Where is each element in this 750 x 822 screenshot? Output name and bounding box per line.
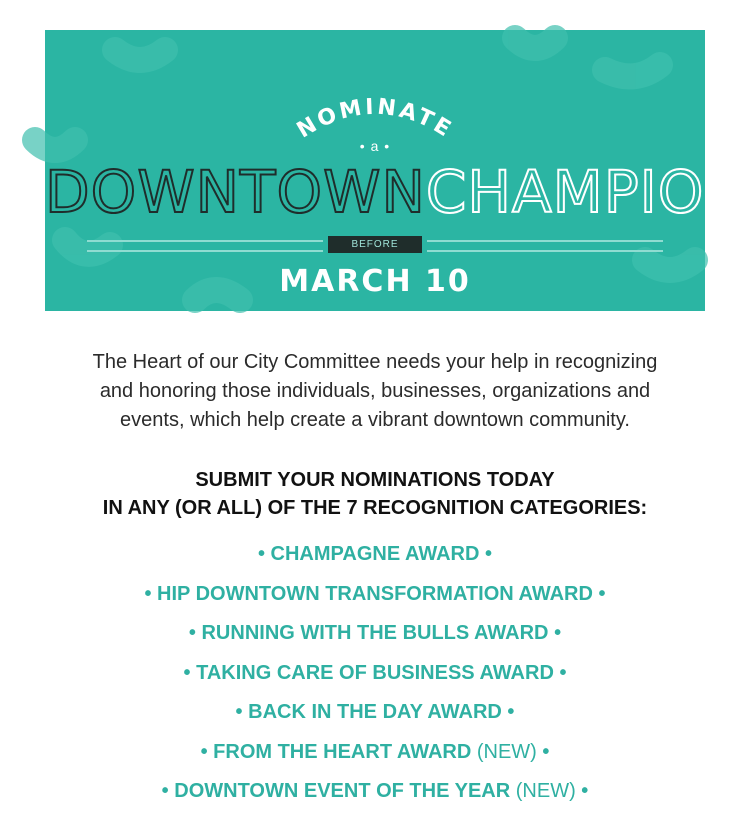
svg-text:NOMINATE xyxy=(293,95,457,144)
headline-line-2: IN ANY (OR ALL) OF THE 7 RECOGNITION CATEGORIES: xyxy=(102,497,648,519)
category-item: • RUNNING WITH THE BULLS AWARD • xyxy=(188,622,562,644)
new-tag: (NEW) xyxy=(515,780,576,802)
category-item: • FROM THE HEART AWARD (NEW) • xyxy=(200,740,550,763)
new-tag: (NEW) xyxy=(476,740,537,763)
nominate-text: NOMINATE xyxy=(292,94,458,144)
deadline-date: MARCH 10 xyxy=(279,264,471,299)
category-item: • CHAMPAGNE AWARD • xyxy=(257,543,493,565)
a-text: a xyxy=(370,138,380,154)
category-item: • HIP DOWNTOWN TRANSFORMATION AWARD • xyxy=(144,582,606,605)
left-divider xyxy=(87,240,323,252)
category-item: • DOWNTOWN EVENT OF THE YEAR (NEW) • xyxy=(161,780,589,802)
category-list xyxy=(0,540,750,817)
before-label: BEFORE xyxy=(328,236,422,253)
category-label: BACK IN THE DAY AWARD xyxy=(248,701,502,723)
headline-line-1: SUBMIT YOUR NOMINATIONS TODAY xyxy=(195,469,555,491)
right-divider xyxy=(427,240,663,252)
category-item: • BACK IN THE DAY AWARD • xyxy=(235,701,515,723)
category-label: DOWNTOWN EVENT OF THE YEAR xyxy=(174,780,511,802)
category-label: TAKING CARE OF BUSINESS AWARD xyxy=(196,661,554,684)
category-label: HIP DOWNTOWN TRANSFORMATION AWARD xyxy=(157,582,593,605)
category-label: RUNNING WITH THE BULLS AWARD xyxy=(201,622,549,644)
category-item: • TAKING CARE OF BUSINESS AWARD • xyxy=(183,661,567,684)
category-label: CHAMPAGNE AWARD xyxy=(270,543,480,565)
nominate-banner xyxy=(45,30,749,311)
intro-paragraph: The Heart of our City Committee needs your help in recognizing and honoring those individuals, businesses, organizations and events, which help create a vibrant downtown community. xyxy=(92,351,658,431)
submit-headline xyxy=(60,466,690,522)
title-downtown: DOWNTOWN xyxy=(45,158,426,226)
banner-title xyxy=(45,156,749,228)
category-label: FROM THE HEART AWARD xyxy=(213,740,472,763)
a-word: • a • xyxy=(359,138,391,154)
title-champion: CHAMPION xyxy=(425,158,749,226)
